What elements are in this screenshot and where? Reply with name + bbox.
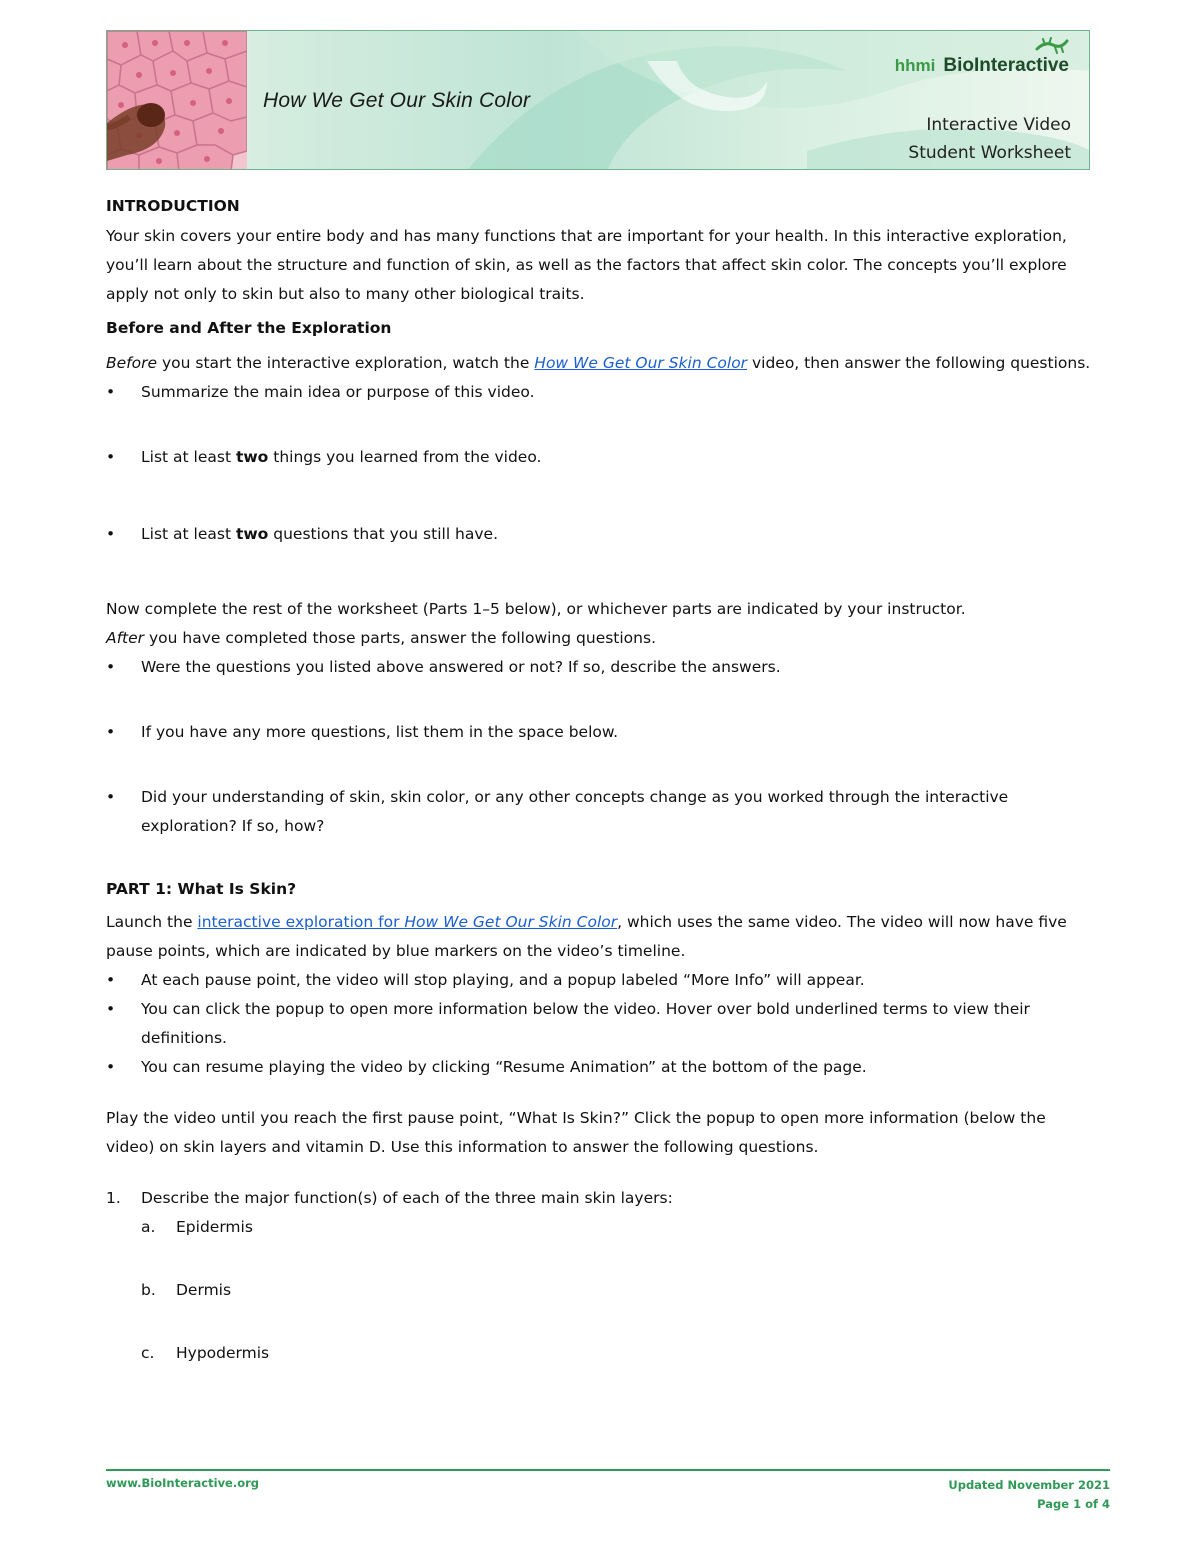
after-text: you have completed those parts, answer the following questions.: [144, 629, 656, 647]
list-item: [106, 378, 1096, 407]
list-item: [106, 966, 1096, 995]
part1-heading: PART 1: What Is Skin?: [106, 880, 297, 898]
worksheet-title: How We Get Our Skin Color: [263, 89, 531, 112]
list-item: [106, 995, 1096, 1053]
worksheet-subtitle: [908, 111, 1071, 167]
bullet-text-rest: things you learned from the video.: [268, 448, 542, 466]
bullet-bold: two: [235, 525, 269, 543]
question-1: [106, 1184, 1096, 1213]
sub-question: [106, 1276, 1096, 1305]
bullet-icon: •: [106, 448, 116, 466]
before-instructions: [106, 349, 1096, 378]
bullet-text: Were the questions you listed above answered or not? If so, describe the answers.: [141, 658, 781, 676]
bullet-icon: •: [106, 723, 116, 741]
bullet-text-rest: questions that you still have.: [268, 525, 499, 543]
sub-text: Dermis: [176, 1281, 232, 1299]
list-item: [106, 718, 1096, 747]
list-item: [106, 653, 1096, 682]
bullet-icon: •: [106, 788, 116, 806]
interactive-exploration-link[interactable]: [197, 913, 617, 931]
header-banner: [106, 30, 1090, 170]
footer-website-link[interactable]: www.BioInteractive.org: [106, 1476, 260, 1490]
bullet-icon: •: [106, 658, 116, 676]
link-text-2: How We Get Our Skin Color: [404, 913, 618, 931]
launch-text-1: Launch the: [106, 913, 198, 931]
bullet-text: Summarize the main idea or purpose of this video.: [141, 383, 535, 401]
footer-updated: Updated November 2021: [948, 1478, 1110, 1492]
before-after-heading: Before and After the Exploration: [106, 319, 392, 337]
biointeractive-logo[interactable]: [895, 51, 1069, 81]
footer-divider: [106, 1469, 1110, 1471]
bullet-text: At each pause point, the video will stop playing, and a popup labeled “More Info” will appear.: [141, 971, 865, 989]
sub-question: [106, 1339, 1096, 1368]
footer-page-number: Page 1 of 4: [1037, 1497, 1110, 1511]
bullet-icon: •: [106, 971, 116, 989]
bullet-icon: •: [106, 383, 116, 401]
link-text-1: interactive exploration for: [197, 913, 405, 931]
lizard-icon: [1035, 37, 1069, 57]
sub-text: Epidermis: [176, 1218, 253, 1236]
subtitle-line-2: Student Worksheet: [908, 143, 1071, 163]
bullet-bold: two: [235, 448, 269, 466]
list-item: [106, 520, 1096, 549]
bullet-text: List at least: [141, 448, 236, 466]
bullet-text: Did your understanding of skin, skin color, or any other concepts change as you worked through the interactive exploration? If so, how?: [141, 788, 1009, 835]
logo-biointeractive: BioInteractive: [943, 55, 1069, 76]
sub-question: [106, 1213, 1096, 1242]
skin-cells-image: [107, 31, 247, 170]
launch-instructions: [106, 908, 1096, 966]
sub-text: Hypodermis: [176, 1344, 270, 1362]
question-text: Describe the major function(s) of each of the three main skin layers:: [141, 1189, 673, 1207]
bullet-text: List at least: [141, 525, 236, 543]
question-number: 1.: [106, 1189, 121, 1207]
bullet-text: If you have any more questions, list them in the space below.: [141, 723, 619, 741]
bullet-text: You can click the popup to open more information below the video. Hover over bold underlined terms to view their definitions.: [141, 1000, 1030, 1047]
after-instructions: [106, 624, 1096, 653]
after-word: After: [106, 629, 145, 647]
before-text-2: video, then answer the following questions.: [747, 354, 1091, 372]
launch-text-2: , which uses the same video. The video will now have five pause points, which are indicated by blue markers on the video’s timeline.: [106, 913, 1067, 960]
now-complete-text: Now complete the rest of the worksheet (Parts 1–5 below), or whichever parts are indicated by your instructor.: [106, 600, 966, 618]
worksheet-body: [106, 192, 1096, 1368]
before-text-1: you start the interactive exploration, watch the: [157, 354, 535, 372]
sub-letter: c.: [141, 1344, 155, 1362]
logo-hhmi: hhmi: [894, 56, 936, 75]
bullet-text: You can resume playing the video by clicking “Resume Animation” at the bottom of the page.: [141, 1058, 867, 1076]
bullet-icon: •: [106, 525, 116, 543]
sub-letter: a.: [141, 1218, 156, 1236]
intro-heading: INTRODUCTION: [106, 197, 240, 215]
play-instructions: Play the video until you reach the first pause point, “What Is Skin?” Click the popup to open more information (below the video) on skin layers and vitamin D. Use this information to answer the following questions.: [106, 1109, 1046, 1156]
before-word: Before: [106, 354, 158, 372]
list-item: [106, 783, 1096, 841]
sub-letter: b.: [141, 1281, 156, 1299]
intro-paragraph: Your skin covers your entire body and has many functions that are important for your health. In this interactive exploration, you’ll learn about the structure and function of skin, as well as the factors that affect skin color. The concepts you’ll explore apply not only to skin but also to many other biological traits.: [106, 227, 1067, 303]
video-link[interactable]: How We Get Our Skin Color: [534, 354, 748, 372]
footer-info: [948, 1476, 1110, 1514]
list-item: [106, 443, 1096, 472]
subtitle-line-1: Interactive Video: [926, 115, 1071, 135]
list-item: [106, 1053, 1096, 1082]
bullet-icon: •: [106, 1058, 116, 1076]
bullet-icon: •: [106, 1000, 116, 1018]
